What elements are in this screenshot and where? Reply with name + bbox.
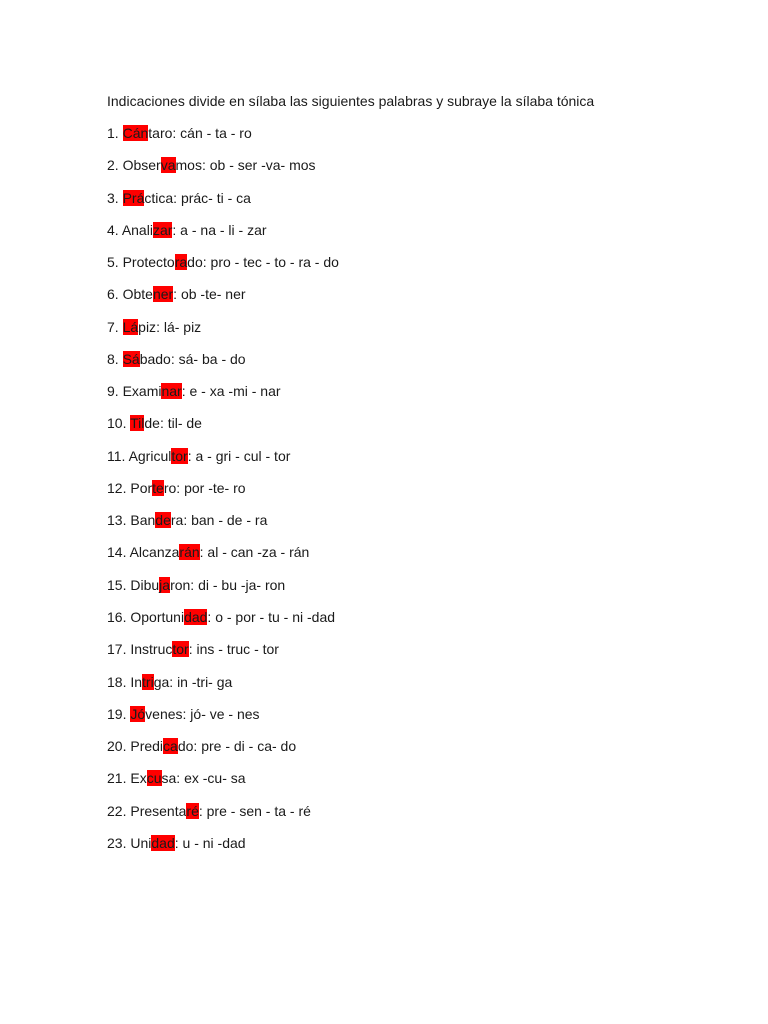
tonic-syllable-highlight: ra (174, 254, 188, 271)
word-suffix: sa (161, 770, 177, 787)
list-item (107, 219, 727, 241)
word-prefix: Predi (130, 738, 164, 755)
list-item (107, 445, 727, 467)
syllable-division: : ob -te- ner (173, 286, 246, 303)
list-item (107, 671, 727, 693)
word-suffix: do (187, 254, 203, 271)
tonic-syllable-highlight: dad (184, 608, 208, 625)
word-prefix: Dibu (130, 576, 160, 593)
list-item (107, 832, 727, 854)
tonic-syllable-highlight: nar (161, 383, 182, 400)
item-number: 14. (107, 544, 127, 561)
word-suffix: ro (163, 479, 177, 496)
word-prefix: Por (130, 479, 153, 496)
tonic-syllable-highlight: rán (179, 544, 200, 561)
item-number: 10. (107, 415, 127, 432)
list-item (107, 348, 727, 370)
item-number: 4. (107, 221, 119, 238)
item-number: 23. (107, 834, 127, 851)
list-item (107, 316, 727, 338)
list-item (107, 154, 727, 176)
syllable-division: : por -te- ro (176, 479, 246, 496)
syllable-division: : pre - sen - ta - ré (198, 802, 311, 819)
word-prefix: Exami (122, 383, 162, 400)
word-prefix: Uni (130, 834, 152, 851)
instructions-text: Indicaciones divide en sílaba las siguientes palabras y subraye la sílaba tónica (107, 93, 595, 109)
syllable-division: : pro - tec - to - ra - do (202, 254, 339, 271)
syllable-division: : sá- ba - do (170, 350, 246, 367)
item-number: 11. (107, 447, 126, 464)
item-number: 18. (107, 673, 127, 690)
syllable-division: : pre - di - ca- do (193, 738, 297, 755)
tonic-syllable-highlight: va (160, 157, 176, 174)
list-item (107, 606, 727, 628)
tonic-syllable-highlight: Sá (122, 350, 140, 367)
word-suffix: mos (175, 157, 202, 174)
list-item (107, 541, 727, 563)
word-prefix: Obser (122, 157, 161, 174)
list-item (107, 767, 727, 789)
word-prefix: Oportuni (130, 608, 185, 625)
syllable-division: : ob - ser -va- mos (201, 157, 316, 174)
tonic-syllable-highlight: dad (151, 834, 175, 851)
syllable-division: : ins - truc - tor (188, 641, 279, 658)
word-suffix: ron (170, 576, 191, 593)
syllable-division: : ex -cu- sa (176, 770, 246, 787)
item-number: 9. (107, 383, 119, 400)
item-number: 8. (107, 350, 119, 367)
item-number: 3. (107, 189, 119, 206)
list-item (107, 703, 727, 725)
syllable-list (107, 122, 727, 854)
syllable-division: : u - ni -dad (174, 834, 246, 851)
tonic-syllable-highlight: te (152, 479, 164, 496)
item-number: 13. (107, 512, 127, 529)
item-number: 1. (107, 125, 119, 141)
word-prefix: Presenta (130, 802, 187, 819)
word-suffix: venes (145, 705, 183, 722)
tonic-syllable-highlight: tor (172, 641, 189, 658)
tonic-syllable-highlight: zar (152, 221, 173, 238)
word-suffix: taro (148, 125, 173, 141)
word-suffix: piz (138, 318, 157, 335)
word-suffix: de (144, 415, 160, 432)
tonic-syllable-highlight: ner (152, 286, 174, 303)
syllable-division: : til- de (159, 415, 202, 432)
list-item (107, 380, 727, 402)
word-prefix: In (130, 673, 143, 690)
document-page (107, 90, 727, 864)
list-item (107, 800, 727, 822)
syllable-division: : e - xa -mi - nar (181, 383, 281, 400)
tonic-syllable-highlight: ré (186, 802, 199, 819)
tonic-syllable-highlight: Prá (122, 189, 145, 206)
item-number: 19. (107, 705, 127, 722)
list-item (107, 187, 727, 209)
word-prefix: Agricul (128, 447, 172, 464)
item-number: 15. (107, 576, 127, 593)
tonic-syllable-highlight: Cán (122, 125, 149, 141)
word-prefix: Protecto (122, 254, 175, 271)
syllable-division: : cán - ta - ro (172, 125, 252, 141)
word-prefix: Obte (122, 286, 153, 303)
word-prefix: Ban (130, 512, 156, 529)
syllable-division: : lá- piz (156, 318, 202, 335)
list-item (107, 735, 727, 757)
list-item (107, 574, 727, 596)
word-prefix: Anali (121, 221, 153, 238)
item-number: 2. (107, 157, 119, 174)
item-number: 7. (107, 318, 119, 335)
syllable-division: : a - gri - cul - tor (187, 447, 291, 464)
list-item (107, 509, 727, 531)
word-suffix: do (177, 738, 194, 755)
word-suffix: ctica (144, 189, 174, 206)
item-number: 5. (107, 254, 119, 271)
syllable-division: : di - bu -ja- ron (190, 576, 286, 593)
item-number: 20. (107, 738, 127, 755)
item-number: 17. (107, 641, 127, 658)
list-item (107, 283, 727, 305)
item-number: 16. (107, 608, 127, 625)
word-prefix: Ex (130, 770, 147, 787)
word-prefix: Alcanza (129, 544, 180, 561)
tonic-syllable-highlight: ca (163, 738, 178, 755)
item-number: 22. (107, 802, 127, 819)
item-number: 6. (107, 286, 119, 303)
tonic-syllable-highlight: Lá (122, 318, 139, 335)
item-number: 21. (107, 770, 127, 787)
tonic-syllable-highlight: tri (142, 673, 154, 690)
tonic-syllable-highlight: Til (130, 415, 145, 432)
list-item (107, 477, 727, 499)
syllable-division: : in -tri- ga (169, 673, 233, 690)
tonic-syllable-highlight: tor (171, 447, 188, 464)
tonic-syllable-highlight: ja (159, 576, 171, 593)
syllable-division: : al - can -za - rán (199, 544, 310, 561)
tonic-syllable-highlight: de (155, 512, 171, 529)
word-suffix: ga (153, 673, 170, 690)
syllable-division: : jó- ve - nes (182, 705, 260, 722)
list-item (107, 638, 727, 660)
list-item (107, 251, 727, 273)
list-item (107, 122, 727, 144)
tonic-syllable-highlight: Jó (130, 705, 146, 722)
list-item (107, 412, 727, 434)
word-prefix: Instruc (130, 641, 173, 658)
syllable-division: : a - na - li - zar (172, 221, 267, 238)
item-number: 12. (107, 479, 127, 496)
syllable-division: : o - por - tu - ni -dad (207, 608, 336, 625)
word-suffix: ra (170, 512, 184, 529)
tonic-syllable-highlight: cu (146, 770, 162, 787)
word-suffix: bado (139, 350, 171, 367)
syllable-division: : prác- ti - ca (173, 189, 251, 206)
syllable-division: : ban - de - ra (183, 512, 268, 529)
